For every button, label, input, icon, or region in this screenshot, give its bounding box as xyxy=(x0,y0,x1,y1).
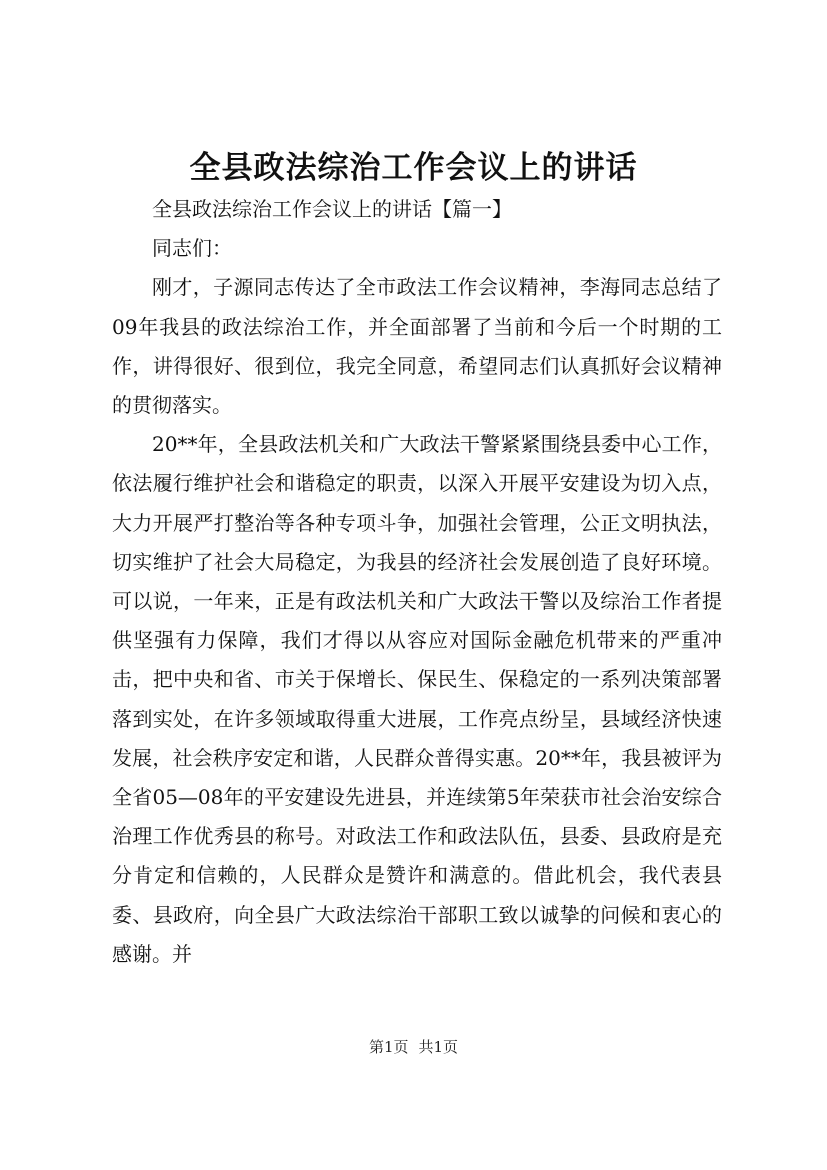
body-paragraph: 刚才，子源同志传达了全市政法工作会议精神，李海同志总结了09年我县的政法综治工作，并全面部署了当前和今后一个时期的工作，讲得很好、很到位，我完全同意，希望同志们认真抓好会议精神的贯彻落实。 xyxy=(112,275,722,418)
page-footer xyxy=(0,1036,827,1058)
section-heading: 全县政法综治工作会议上的讲话【篇一】 xyxy=(152,197,512,221)
page-number: 第1页 xyxy=(368,1038,409,1056)
document-title: 全县政法综治工作会议上的讲话 xyxy=(189,150,638,186)
body-paragraph: 20**年，全县政法机关和广大政法干警紧紧围绕县委中心工作，依法履行维护社会和谐稳定的职责，以深入开展平安建设为切入点，大力开展严打整治等各种专项斗争，加强社会管理，公正文明执法，切实维护了社会大局稳定，为我县的经济社会发展创造了良好环境。可以说，一年来，正是有政法机关和广大政法干警以及综治工作者提供坚强有力保障，我们才得以从容应对国际金融危机带来的严重冲击，把中央和省、市关于保增长、保民生、保稳定的一系列决策部署落到实处，在许多领域取得重大进展，工作亮点纷呈，县域经济快速发展，社会秩序安定和谐，人民群众普得实惠。20**年，我县被评为全省05—08年的平安建设先进县，并连续第5年荣获市社会治安综合治理工作优秀县的称号。对政法工作和政法队伍，县委、县政府是充分肯定和信赖的，人民群众是赞许和满意的。借此机会，我代表县委、县政府，向全县广大政法综治干部职工致以诚挚的问候和衷心的感谢。并 xyxy=(112,432,722,966)
salutation: 同志们： xyxy=(152,236,232,261)
document-body xyxy=(112,190,722,974)
page-total: 共1页 xyxy=(418,1038,459,1056)
